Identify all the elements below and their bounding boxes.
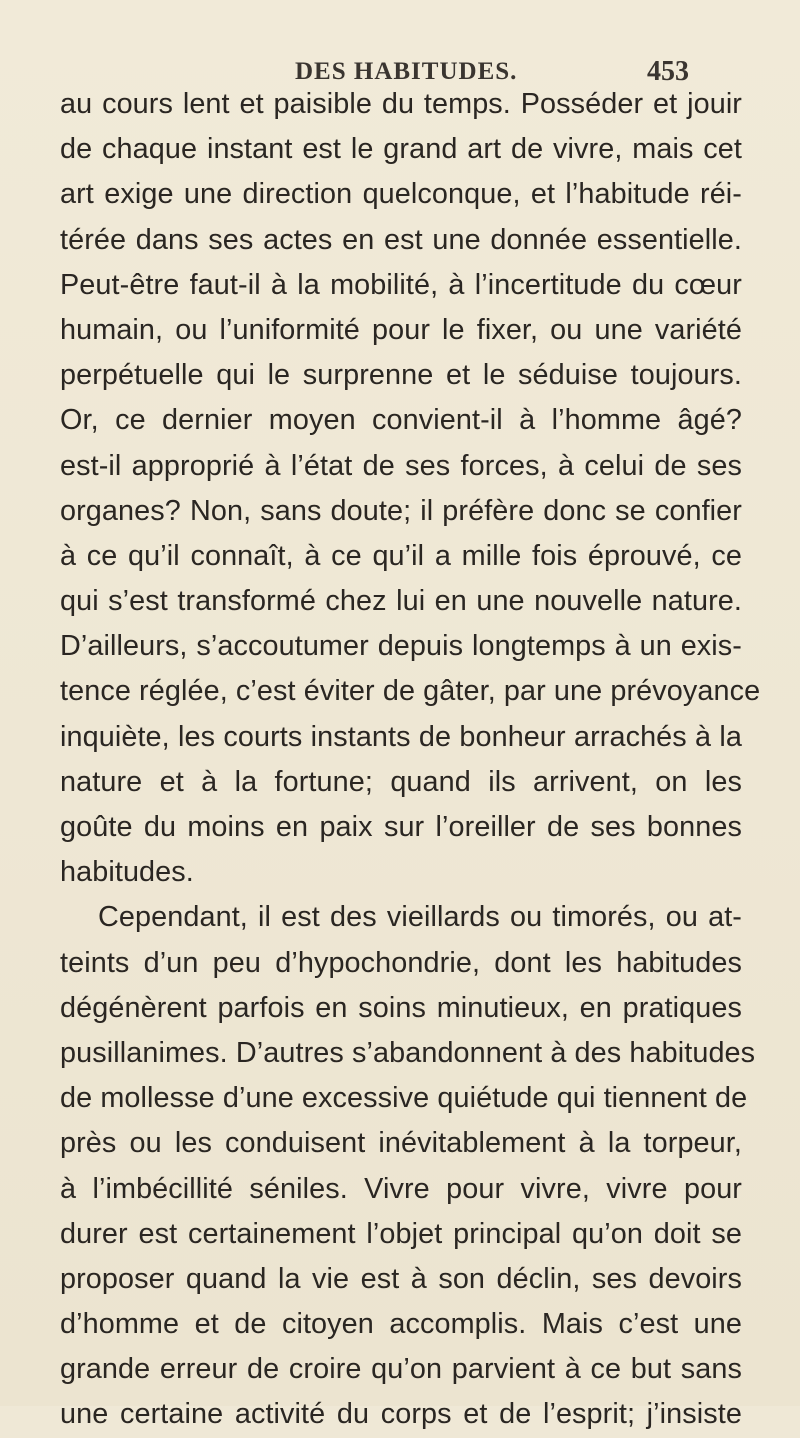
text-line: art exige une direction quelconque, et l’habitude réi- [60, 178, 742, 211]
text-line: de mollesse d’une excessive quiétude qui tiennent de [60, 1082, 748, 1115]
text-line: au cours lent et paisible du temps. Posséder et jouir [60, 88, 742, 120]
text-line: Peut-être faut-il à la mobilité, à l’incertitude du cœur [60, 268, 742, 301]
text-line: une certaine activité du corps et de l’esprit; j’insiste [60, 1398, 742, 1431]
text-line: durer est certainement l’objet principal qu’on doit se [60, 1217, 742, 1250]
text-line: habitudes. [60, 856, 194, 889]
running-title: DES HABITUDES. [295, 58, 518, 85]
text-line: organes? Non, sans doute; il préfère donc se confier [60, 494, 742, 527]
text-line: D’ailleurs, s’accoutumer depuis longtemps à un exis- [60, 630, 742, 663]
text-line: est-il approprié à l’état de ses forces, à celui de ses [60, 449, 742, 482]
text-line: humain, ou l’uniformité pour le fixer, ou une variété [60, 313, 742, 346]
text-line: pusillanimes. D’autres s’abandonnent à des habitudes [60, 1036, 756, 1069]
body-text [60, 82, 761, 1438]
text-line: teints d’un peu d’hypochondrie, dont les habitudes [60, 946, 742, 979]
paragraph-1 [60, 82, 761, 895]
text-line: grande erreur de croire qu’on parvient à ce but sans [60, 1353, 742, 1386]
text-line: à ce qu’il connaît, à ce qu’il a mille fois éprouvé, ce [60, 539, 742, 572]
text-line: Cependant, il est des vieillards ou timorés, ou at- [98, 901, 742, 934]
text-line: inquiète, les courts instants de bonheur arrachés à la [60, 720, 742, 753]
text-line: à l’imbécillité séniles. Vivre pour vivre, vivre pour [60, 1172, 742, 1205]
text-line: nature et à la fortune; quand ils arrivent, on les [60, 765, 742, 798]
text-line: Or, ce dernier moyen convient-il à l’homme âgé? [60, 404, 742, 437]
text-line: térée dans ses actes en est une donnée essentielle. [60, 223, 742, 256]
text-line: perpétuelle qui le surprenne et le séduise toujours. [60, 359, 742, 392]
text-line: proposer quand la vie est à son déclin, ses devoirs [60, 1262, 742, 1295]
text-line: près ou les conduisent inévitablement à la torpeur, [60, 1127, 742, 1160]
page-number: 453 [647, 56, 689, 87]
text-line: dégénèrent parfois en soins minutieux, en pratiques [60, 991, 742, 1024]
text-line: tence réglée, c’est éviter de gâter, par une prévoyance [60, 675, 761, 708]
text-line: d’homme et de citoyen accomplis. Mais c’est une [60, 1308, 742, 1341]
paragraph-2 [60, 895, 756, 1437]
text-line: de chaque instant est le grand art de vivre, mais cet [60, 133, 742, 166]
text-line: goûte du moins en paix sur l’oreiller de ses bonnes [60, 811, 742, 843]
text-line: qui s’est transformé chez lui en une nouvelle nature. [60, 585, 742, 618]
